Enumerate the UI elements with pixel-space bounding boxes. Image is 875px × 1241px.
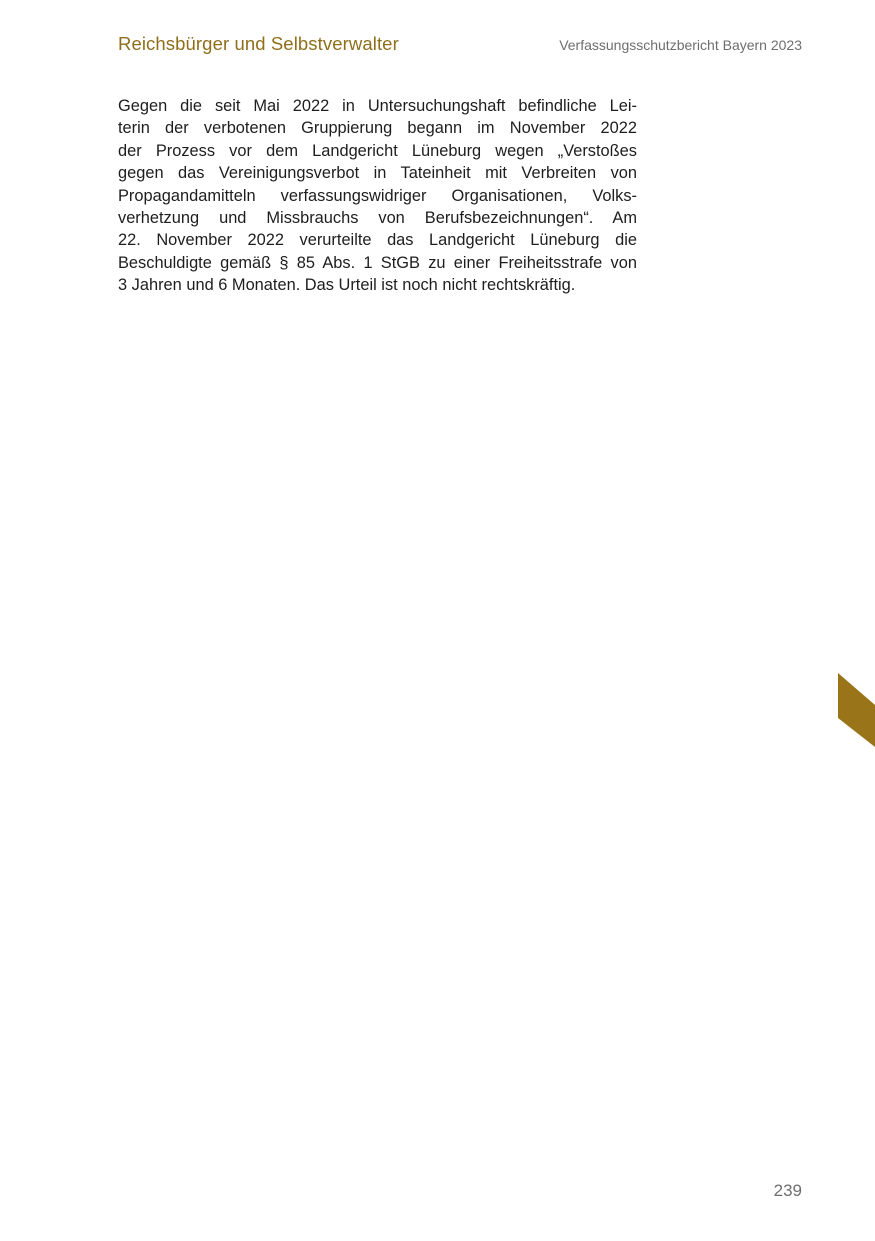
- chapter-marker-tab-icon: [838, 673, 875, 747]
- body-line: 3 Jahren und 6 Monaten. Das Urteil ist noch nicht rechtskräftig.: [118, 276, 576, 295]
- section-title: Reichsbürger und Selbstverwalter: [118, 33, 399, 54]
- body-line: verhetzung und Missbrauchs von Berufsbezeichnungen“. Am: [118, 209, 637, 228]
- body-paragraph: [118, 95, 637, 297]
- body-line: Gegen die seit Mai 2022 in Untersuchungshaft befindliche Lei-: [118, 97, 637, 115]
- body-line: 22. November 2022 verurteilte das Landgericht Lüneburg die: [118, 231, 637, 250]
- page-number: 239: [773, 1181, 802, 1200]
- body-line: Beschuldigte gemäß § 85 Abs. 1 StGB zu einer Freiheitsstrafe von: [118, 253, 637, 272]
- body-line: Propagandamitteln verfassungswidriger Organisationen, Volks-: [118, 186, 637, 205]
- publication-title: Verfassungsschutzbericht Bayern 2023: [559, 37, 802, 53]
- body-line: der Prozess vor dem Landgericht Lüneburg wegen „Verstoßes: [118, 141, 637, 160]
- body-line: terin der verbotenen Gruppierung begann im November 2022: [118, 119, 637, 138]
- body-line: gegen das Vereinigungsverbot in Tateinheit mit Verbreiten von: [118, 164, 637, 183]
